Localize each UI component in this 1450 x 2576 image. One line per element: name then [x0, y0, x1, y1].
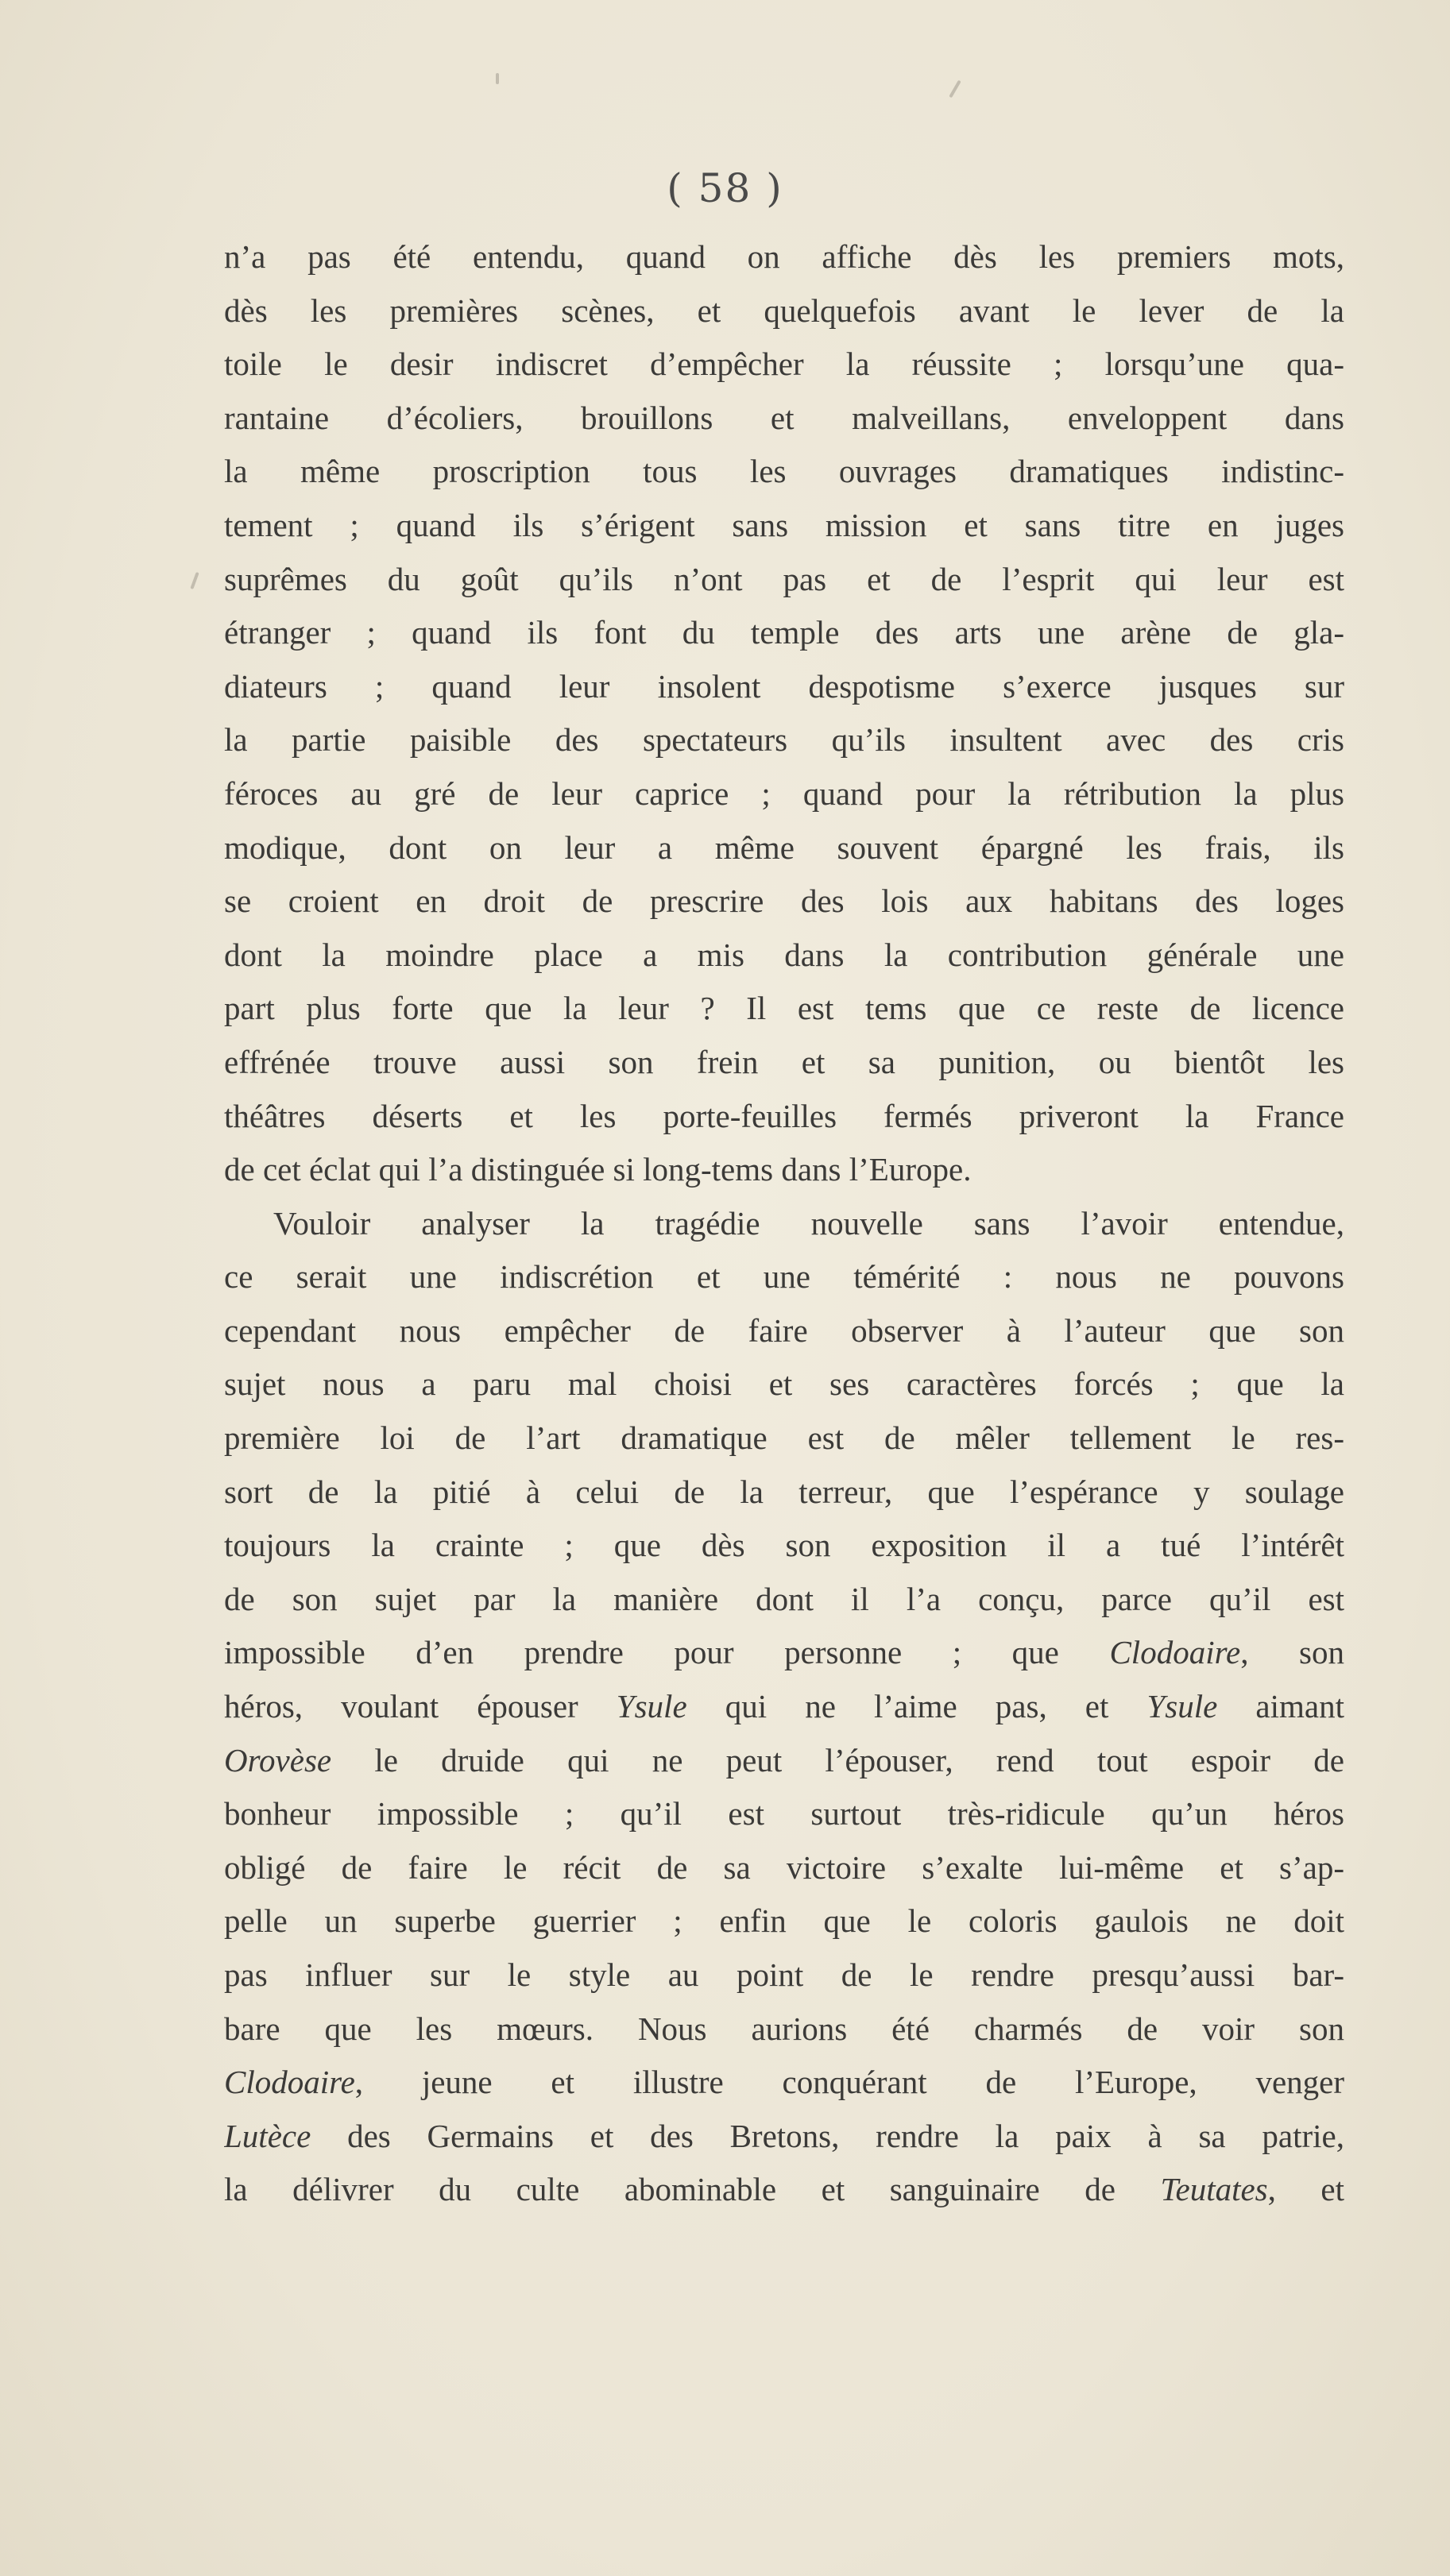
- text-segment: effrénée trouve aussi son frein et sa punition, ou bientôt les: [224, 1043, 1344, 1080]
- text-segment: se croient en droit de prescrire des lois aux habitans des loges: [224, 882, 1344, 920]
- text-line: [224, 1787, 1344, 1841]
- text-segment: des Germains et des Bretons, rendre la paix à sa patrie,: [311, 2117, 1344, 2154]
- text-line: [224, 1412, 1344, 1466]
- text-segment: toile le desir indiscret d’empêcher la réussite ; lorsqu’une qua-: [224, 346, 1344, 383]
- text-segment: bare que les mœurs. Nous aurions été charmés de voir son: [224, 2010, 1344, 2047]
- text-segment: héros, voulant épouser: [224, 1688, 617, 1725]
- text-line: [224, 1734, 1344, 1788]
- text-line: [224, 445, 1344, 499]
- text-segment: de cet éclat qui l’a distinguée si long-tems dans l’Europe.: [224, 1151, 972, 1188]
- text-segment: première loi de l’art dramatique est de mêler tellement le res-: [224, 1419, 1344, 1457]
- text-line: [224, 929, 1344, 983]
- text-segment: modique, dont on leur a même souvent épargné les frais, ils: [224, 828, 1344, 866]
- italic-name: Ysule: [616, 1688, 687, 1725]
- italic-name: Teutates: [1160, 2171, 1268, 2208]
- body-text: [224, 230, 1344, 2217]
- italic-name: Ysule: [1146, 1688, 1218, 1725]
- text-segment: cependant nous empêcher de faire observer à l’auteur que son: [224, 1311, 1344, 1349]
- text-line: [224, 767, 1344, 821]
- italic-name: Clodoaire: [224, 2064, 355, 2101]
- text-segment: tement ; quand ils s’érigent sans mission et sans titre en juges: [224, 506, 1344, 543]
- text-segment: n’a pas été entendu, quand on affiche dès les premiers mots,: [224, 238, 1344, 275]
- text-line: [224, 2056, 1344, 2110]
- text-line: [224, 713, 1344, 767]
- text-segment: sujet nous a paru mal choisi et ses caractères forcés ; que la: [224, 1365, 1344, 1403]
- text-segment: aimant: [1217, 1688, 1344, 1725]
- text-line: [224, 1036, 1344, 1090]
- text-line: [224, 1519, 1344, 1573]
- italic-name: Clodoaire: [1109, 1634, 1241, 1671]
- text-segment: , et: [1267, 2171, 1344, 2208]
- text-line: [224, 982, 1344, 1036]
- text-line: [224, 2110, 1344, 2164]
- text-line: [224, 1090, 1344, 1144]
- text-line: [224, 606, 1344, 660]
- text-segment: féroces au gré de leur caprice ; quand pour la rétribution la plus: [224, 774, 1344, 812]
- text-segment: impossible d’en prendre pour personne ; que: [224, 1634, 1110, 1671]
- text-segment: sort de la pitié à celui de la terreur, que l’espérance y soulage: [224, 1473, 1344, 1510]
- text-segment: étranger ; quand ils font du temple des arts une arène de gla-: [224, 614, 1344, 651]
- text-segment: la même proscription tous les ouvrages dramatiques indistinc-: [224, 453, 1344, 490]
- text-line: [224, 1143, 1344, 1197]
- text-segment: toujours la crainte ; que dès son exposition il a tué l’intérêt: [224, 1527, 1344, 1564]
- text-line: [224, 284, 1344, 338]
- text-line: [224, 1948, 1344, 2002]
- text-segment: ce serait une indiscrétion et une témérité : nous ne pouvons: [224, 1258, 1344, 1296]
- text-segment: le druide qui ne peut l’épouser, rend tout espoir de: [331, 1741, 1344, 1778]
- text-line: [224, 1841, 1344, 1895]
- text-segment: pas influer sur le style au point de le rendre presqu’aussi bar-: [224, 1956, 1344, 1993]
- text-segment: théâtres déserts et les porte-feuilles fermés priveront la France: [224, 1097, 1344, 1134]
- text-line: [224, 1626, 1344, 1680]
- text-line: [224, 1304, 1344, 1358]
- text-segment: suprêmes du goût qu’ils n’ont pas et de l’esprit qui leur est: [224, 560, 1344, 597]
- text-line: [224, 821, 1344, 875]
- text-segment: pelle un superbe guerrier ; enfin que le coloris gaulois ne doit: [224, 1902, 1344, 1940]
- paper-speck: [496, 73, 499, 84]
- text-segment: rantaine d’écoliers, brouillons et malveillans, enveloppent dans: [224, 399, 1344, 436]
- text-segment: dès les premières scènes, et quelquefois avant le lever de la: [224, 292, 1344, 329]
- text-line: [224, 230, 1344, 284]
- text-line: [224, 2002, 1344, 2057]
- text-segment: Vouloir analyser la tragédie nouvelle sans l’avoir entendue,: [273, 1204, 1344, 1242]
- text-line: [224, 1894, 1344, 1948]
- text-segment: la partie paisible des spectateurs qu’ils insultent avec des cris: [224, 721, 1344, 759]
- text-segment: , son: [1240, 1634, 1344, 1671]
- text-line: [224, 1358, 1344, 1412]
- text-segment: part plus forte que la leur ? Il est tems que ce reste de licence: [224, 990, 1344, 1027]
- paper-speck: [949, 80, 961, 98]
- text-segment: de son sujet par la manière dont il l’a conçu, parce qu’il est: [224, 1580, 1344, 1617]
- text-segment: qui ne l’aime pas, et: [686, 1688, 1147, 1725]
- text-segment: , jeune et illustre conquérant de l’Europe, venger: [354, 2064, 1344, 2101]
- text-line: [224, 499, 1344, 553]
- text-line: [224, 553, 1344, 607]
- text-segment: bonheur impossible ; qu’il est surtout très-ridicule qu’un héros: [224, 1795, 1344, 1833]
- italic-name: Lutèce: [224, 2117, 311, 2154]
- text-line: [224, 338, 1344, 392]
- text-line: [224, 1197, 1344, 1251]
- text-segment: la délivrer du culte abominable et sanguinaire de: [224, 2171, 1161, 2208]
- text-line: [224, 2163, 1344, 2217]
- text-line: [224, 1573, 1344, 1627]
- text-line: [224, 1680, 1344, 1734]
- text-line: [224, 1250, 1344, 1304]
- page-number: ( 58 ): [667, 165, 783, 211]
- text-segment: diateurs ; quand leur insolent despotisme s’exerce jusques sur: [224, 667, 1344, 705]
- paper-speck: [190, 572, 199, 589]
- text-segment: dont la moindre place a mis dans la contribution générale une: [224, 936, 1344, 973]
- text-line: [224, 660, 1344, 714]
- text-line: [224, 1466, 1344, 1520]
- text-line: [224, 875, 1344, 929]
- italic-name: Orovèse: [224, 1741, 332, 1778]
- text-line: [224, 392, 1344, 446]
- text-segment: obligé de faire le récit de sa victoire s’exalte lui-même et s’ap-: [224, 1848, 1344, 1886]
